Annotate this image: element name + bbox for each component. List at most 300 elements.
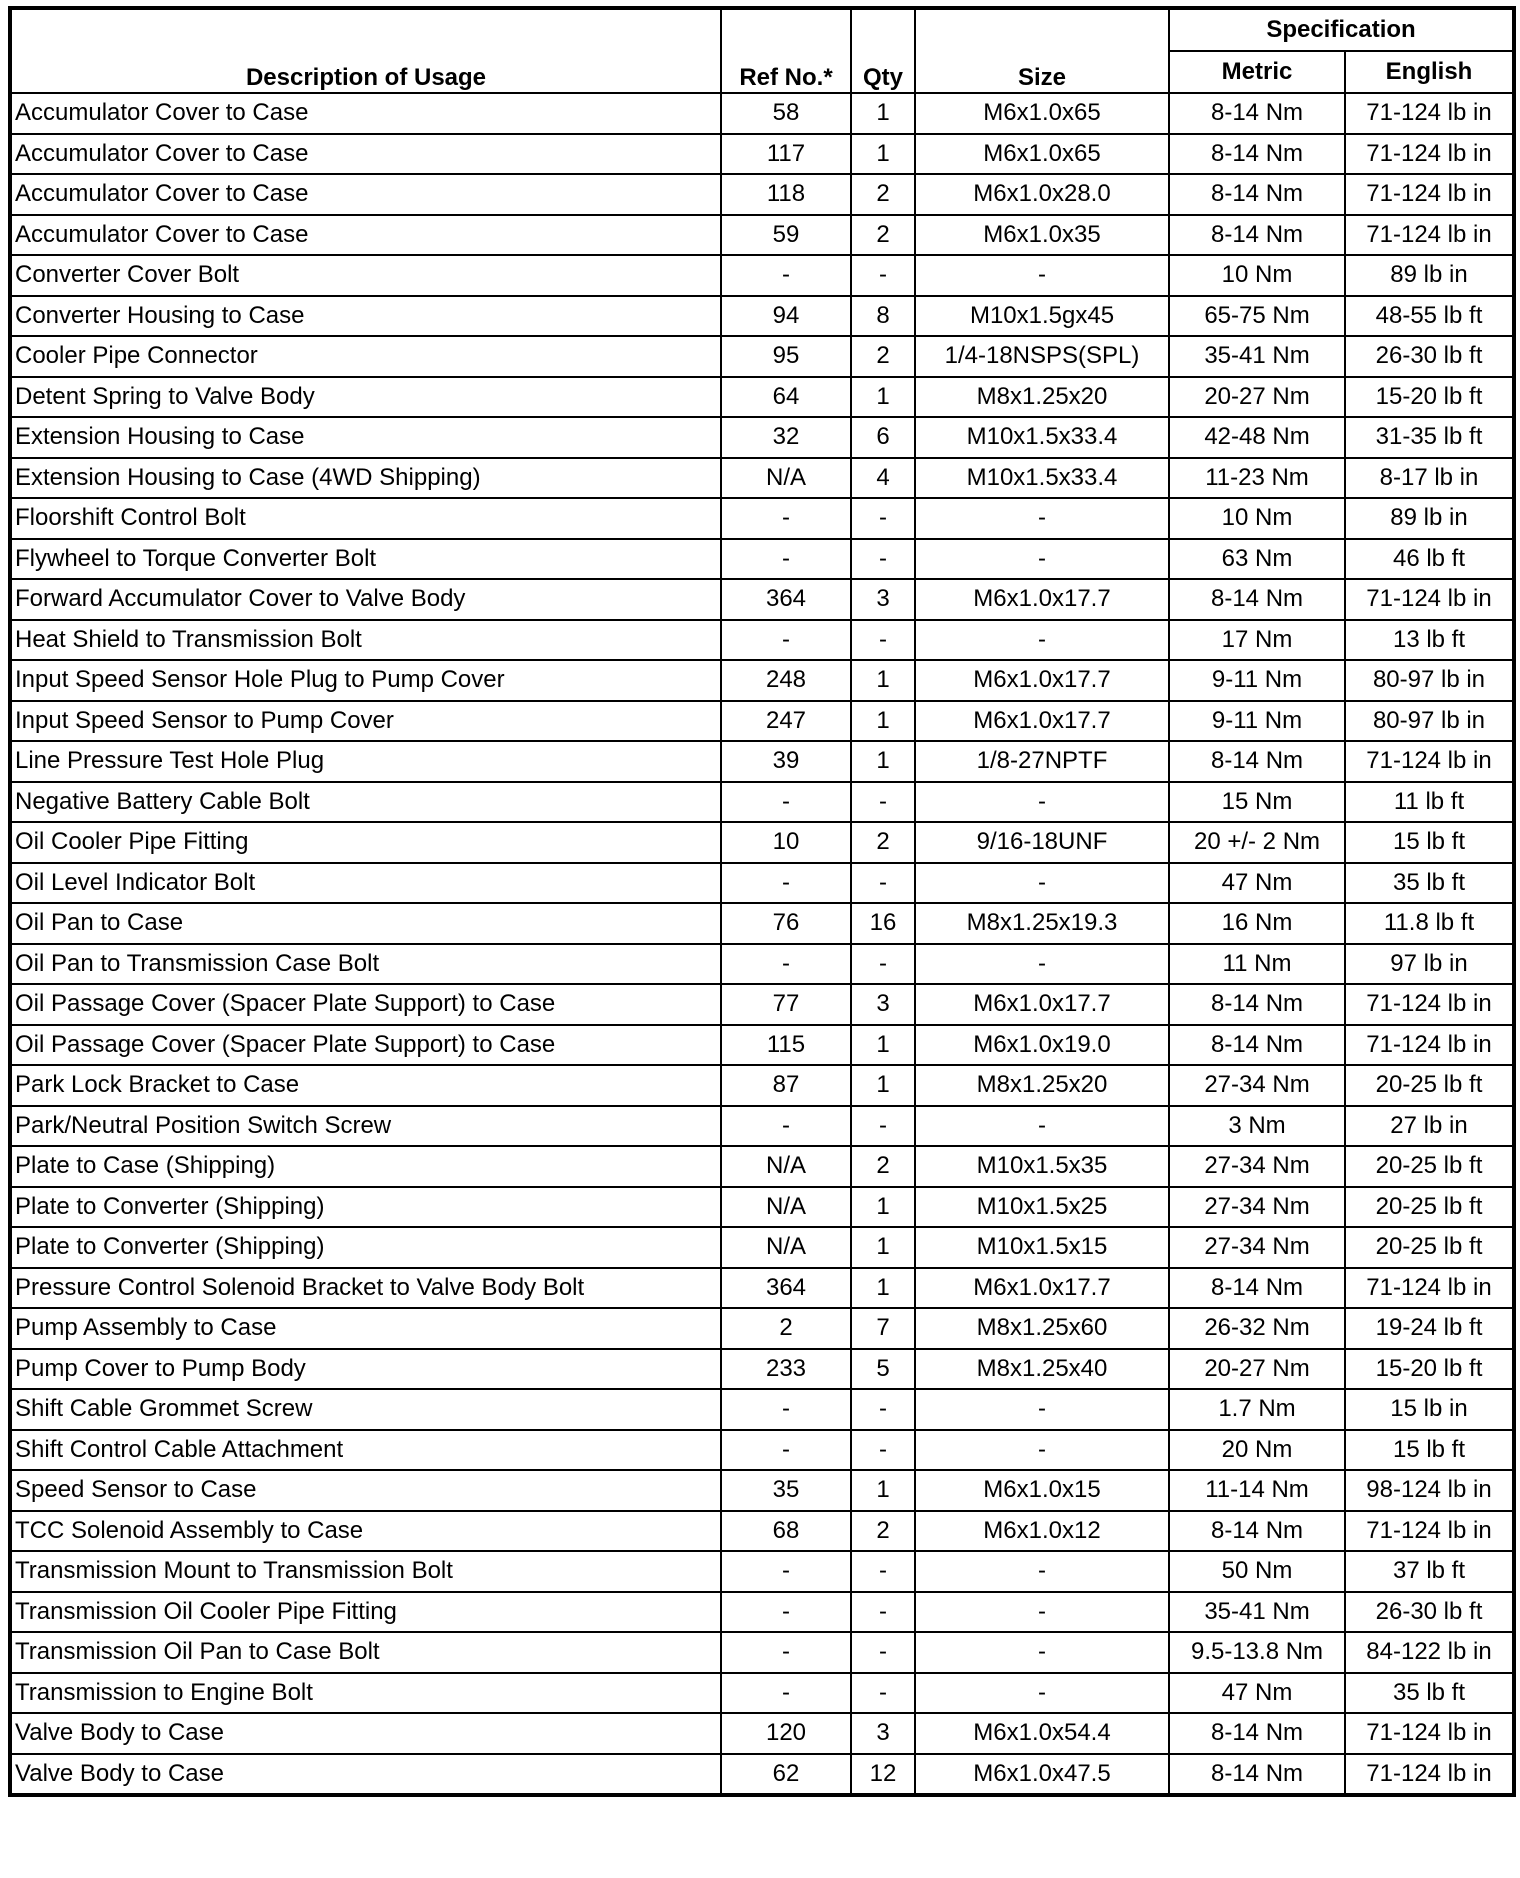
cell-description: Oil Passage Cover (Spacer Plate Support) to Case bbox=[10, 984, 721, 1025]
table-row bbox=[10, 498, 1514, 539]
cell-ref-no: - bbox=[721, 1430, 851, 1471]
cell-qty: 2 bbox=[851, 1146, 915, 1187]
cell-qty: - bbox=[851, 1551, 915, 1592]
cell-qty: 1 bbox=[851, 1470, 915, 1511]
cell-metric: 8-14 Nm bbox=[1169, 579, 1345, 620]
cell-size: 9/16-18UNF bbox=[915, 822, 1169, 863]
table-row bbox=[10, 660, 1514, 701]
table-row bbox=[10, 1430, 1514, 1471]
cell-ref-no: 39 bbox=[721, 741, 851, 782]
cell-qty: 2 bbox=[851, 822, 915, 863]
table-row bbox=[10, 458, 1514, 499]
cell-ref-no: - bbox=[721, 1551, 851, 1592]
cell-qty: 7 bbox=[851, 1308, 915, 1349]
cell-size: M10x1.5x33.4 bbox=[915, 458, 1169, 499]
cell-metric: 8-14 Nm bbox=[1169, 93, 1345, 134]
cell-english: 15-20 lb ft bbox=[1345, 1349, 1514, 1390]
cell-description: Plate to Converter (Shipping) bbox=[10, 1187, 721, 1228]
cell-ref-no: 62 bbox=[721, 1754, 851, 1796]
table-row bbox=[10, 255, 1514, 296]
header-size: Size bbox=[915, 8, 1169, 93]
cell-ref-no: - bbox=[721, 539, 851, 580]
cell-metric: 10 Nm bbox=[1169, 498, 1345, 539]
cell-size: M6x1.0x17.7 bbox=[915, 984, 1169, 1025]
cell-size: M10x1.5x25 bbox=[915, 1187, 1169, 1228]
table-row bbox=[10, 944, 1514, 985]
cell-english: 71-124 lb in bbox=[1345, 1025, 1514, 1066]
cell-ref-no: 64 bbox=[721, 377, 851, 418]
cell-description: Oil Passage Cover (Spacer Plate Support) to Case bbox=[10, 1025, 721, 1066]
cell-english: 71-124 lb in bbox=[1345, 741, 1514, 782]
table-row bbox=[10, 1308, 1514, 1349]
cell-description: Plate to Converter (Shipping) bbox=[10, 1227, 721, 1268]
table-row bbox=[10, 1227, 1514, 1268]
header-qty: Qty bbox=[851, 8, 915, 93]
cell-metric: 27-34 Nm bbox=[1169, 1146, 1345, 1187]
cell-metric: 8-14 Nm bbox=[1169, 134, 1345, 175]
cell-description: Shift Cable Grommet Screw bbox=[10, 1389, 721, 1430]
cell-metric: 8-14 Nm bbox=[1169, 215, 1345, 256]
cell-metric: 8-14 Nm bbox=[1169, 1713, 1345, 1754]
cell-ref-no: 32 bbox=[721, 417, 851, 458]
cell-size: - bbox=[915, 944, 1169, 985]
cell-qty: - bbox=[851, 539, 915, 580]
cell-english: 84-122 lb in bbox=[1345, 1632, 1514, 1673]
cell-size: - bbox=[915, 255, 1169, 296]
table-row bbox=[10, 93, 1514, 134]
table-row bbox=[10, 1146, 1514, 1187]
cell-size: M6x1.0x35 bbox=[915, 215, 1169, 256]
cell-qty: 2 bbox=[851, 215, 915, 256]
table-row bbox=[10, 863, 1514, 904]
cell-ref-no: N/A bbox=[721, 1146, 851, 1187]
cell-size: M10x1.5x33.4 bbox=[915, 417, 1169, 458]
cell-qty: 1 bbox=[851, 741, 915, 782]
cell-metric: 11-14 Nm bbox=[1169, 1470, 1345, 1511]
cell-english: 20-25 lb ft bbox=[1345, 1187, 1514, 1228]
cell-metric: 27-34 Nm bbox=[1169, 1227, 1345, 1268]
header-row-top bbox=[10, 8, 1514, 51]
cell-description: Park/Neutral Position Switch Screw bbox=[10, 1106, 721, 1147]
table-row bbox=[10, 417, 1514, 458]
cell-metric: 35-41 Nm bbox=[1169, 1592, 1345, 1633]
header-ref-no: Ref No.* bbox=[721, 8, 851, 93]
cell-description: Extension Housing to Case (4WD Shipping) bbox=[10, 458, 721, 499]
cell-qty: 1 bbox=[851, 1025, 915, 1066]
cell-english: 71-124 lb in bbox=[1345, 134, 1514, 175]
cell-english: 98-124 lb in bbox=[1345, 1470, 1514, 1511]
cell-ref-no: - bbox=[721, 255, 851, 296]
cell-english: 11 lb ft bbox=[1345, 782, 1514, 823]
cell-size: M8x1.25x20 bbox=[915, 377, 1169, 418]
cell-ref-no: - bbox=[721, 863, 851, 904]
cell-english: 15 lb in bbox=[1345, 1389, 1514, 1430]
cell-size: M6x1.0x17.7 bbox=[915, 1268, 1169, 1309]
cell-ref-no: - bbox=[721, 1673, 851, 1714]
cell-qty: 1 bbox=[851, 1065, 915, 1106]
cell-qty: 1 bbox=[851, 1227, 915, 1268]
cell-metric: 8-14 Nm bbox=[1169, 1754, 1345, 1796]
cell-size: M8x1.25x19.3 bbox=[915, 903, 1169, 944]
fastener-torque-table bbox=[8, 6, 1516, 1797]
cell-english: 80-97 lb in bbox=[1345, 660, 1514, 701]
cell-qty: - bbox=[851, 1592, 915, 1633]
cell-qty: 1 bbox=[851, 660, 915, 701]
cell-english: 35 lb ft bbox=[1345, 863, 1514, 904]
cell-description: Oil Pan to Case bbox=[10, 903, 721, 944]
cell-metric: 27-34 Nm bbox=[1169, 1065, 1345, 1106]
table-row bbox=[10, 1065, 1514, 1106]
header-description: Description of Usage bbox=[10, 8, 721, 93]
cell-description: Accumulator Cover to Case bbox=[10, 134, 721, 175]
cell-description: Extension Housing to Case bbox=[10, 417, 721, 458]
cell-description: Line Pressure Test Hole Plug bbox=[10, 741, 721, 782]
cell-description: Oil Pan to Transmission Case Bolt bbox=[10, 944, 721, 985]
cell-english: 89 lb in bbox=[1345, 498, 1514, 539]
cell-metric: 3 Nm bbox=[1169, 1106, 1345, 1147]
table-row bbox=[10, 1551, 1514, 1592]
cell-ref-no: 59 bbox=[721, 215, 851, 256]
cell-ref-no: 35 bbox=[721, 1470, 851, 1511]
cell-english: 20-25 lb ft bbox=[1345, 1065, 1514, 1106]
cell-size: M10x1.5x35 bbox=[915, 1146, 1169, 1187]
cell-qty: - bbox=[851, 944, 915, 985]
cell-ref-no: N/A bbox=[721, 1227, 851, 1268]
table-body bbox=[10, 93, 1514, 1795]
cell-size: M10x1.5gx45 bbox=[915, 296, 1169, 337]
fastener-spec-sheet bbox=[8, 6, 1516, 1797]
cell-description: Oil Cooler Pipe Fitting bbox=[10, 822, 721, 863]
table-row bbox=[10, 701, 1514, 742]
table-row bbox=[10, 1187, 1514, 1228]
cell-ref-no: 117 bbox=[721, 134, 851, 175]
cell-ref-no: 247 bbox=[721, 701, 851, 742]
cell-ref-no: 118 bbox=[721, 174, 851, 215]
cell-qty: 2 bbox=[851, 174, 915, 215]
cell-description: Input Speed Sensor Hole Plug to Pump Cover bbox=[10, 660, 721, 701]
cell-ref-no: - bbox=[721, 620, 851, 661]
cell-ref-no: - bbox=[721, 1106, 851, 1147]
cell-english: 35 lb ft bbox=[1345, 1673, 1514, 1714]
cell-metric: 47 Nm bbox=[1169, 863, 1345, 904]
cell-metric: 9-11 Nm bbox=[1169, 701, 1345, 742]
cell-size: M6x1.0x28.0 bbox=[915, 174, 1169, 215]
cell-english: 80-97 lb in bbox=[1345, 701, 1514, 742]
cell-size: M6x1.0x47.5 bbox=[915, 1754, 1169, 1796]
cell-size: - bbox=[915, 1106, 1169, 1147]
cell-description: Floorshift Control Bolt bbox=[10, 498, 721, 539]
cell-description: Transmission to Engine Bolt bbox=[10, 1673, 721, 1714]
cell-qty: - bbox=[851, 1632, 915, 1673]
cell-size: M8x1.25x40 bbox=[915, 1349, 1169, 1390]
cell-description: Plate to Case (Shipping) bbox=[10, 1146, 721, 1187]
cell-size: - bbox=[915, 1430, 1169, 1471]
cell-qty: 6 bbox=[851, 417, 915, 458]
cell-size: - bbox=[915, 1592, 1169, 1633]
cell-description: Cooler Pipe Connector bbox=[10, 336, 721, 377]
cell-size: M6x1.0x12 bbox=[915, 1511, 1169, 1552]
cell-qty: - bbox=[851, 1389, 915, 1430]
table-row bbox=[10, 1713, 1514, 1754]
cell-size: - bbox=[915, 498, 1169, 539]
cell-size: - bbox=[915, 1389, 1169, 1430]
cell-english: 20-25 lb ft bbox=[1345, 1227, 1514, 1268]
cell-description: Forward Accumulator Cover to Valve Body bbox=[10, 579, 721, 620]
cell-qty: 1 bbox=[851, 701, 915, 742]
cell-size: - bbox=[915, 1551, 1169, 1592]
cell-qty: 3 bbox=[851, 984, 915, 1025]
header-english: English bbox=[1345, 51, 1514, 93]
table-row bbox=[10, 1632, 1514, 1673]
table-row bbox=[10, 1592, 1514, 1633]
cell-description: Input Speed Sensor to Pump Cover bbox=[10, 701, 721, 742]
cell-qty: 3 bbox=[851, 579, 915, 620]
cell-metric: 11-23 Nm bbox=[1169, 458, 1345, 499]
cell-english: 27 lb in bbox=[1345, 1106, 1514, 1147]
cell-qty: 1 bbox=[851, 377, 915, 418]
cell-ref-no: - bbox=[721, 944, 851, 985]
cell-ref-no: 58 bbox=[721, 93, 851, 134]
cell-size: M6x1.0x17.7 bbox=[915, 579, 1169, 620]
cell-ref-no: - bbox=[721, 1592, 851, 1633]
cell-description: Valve Body to Case bbox=[10, 1713, 721, 1754]
cell-qty: 5 bbox=[851, 1349, 915, 1390]
cell-metric: 26-32 Nm bbox=[1169, 1308, 1345, 1349]
cell-ref-no: 77 bbox=[721, 984, 851, 1025]
cell-description: Park Lock Bracket to Case bbox=[10, 1065, 721, 1106]
cell-english: 71-124 lb in bbox=[1345, 1754, 1514, 1796]
cell-description: TCC Solenoid Assembly to Case bbox=[10, 1511, 721, 1552]
cell-ref-no: 87 bbox=[721, 1065, 851, 1106]
cell-ref-no: - bbox=[721, 782, 851, 823]
cell-size: - bbox=[915, 1632, 1169, 1673]
cell-english: 48-55 lb ft bbox=[1345, 296, 1514, 337]
cell-qty: 8 bbox=[851, 296, 915, 337]
cell-qty: 2 bbox=[851, 336, 915, 377]
cell-metric: 8-14 Nm bbox=[1169, 1511, 1345, 1552]
table-row bbox=[10, 1389, 1514, 1430]
cell-english: 97 lb in bbox=[1345, 944, 1514, 985]
cell-metric: 1.7 Nm bbox=[1169, 1389, 1345, 1430]
cell-metric: 20-27 Nm bbox=[1169, 377, 1345, 418]
cell-english: 31-35 lb ft bbox=[1345, 417, 1514, 458]
cell-metric: 16 Nm bbox=[1169, 903, 1345, 944]
cell-description: Negative Battery Cable Bolt bbox=[10, 782, 721, 823]
cell-metric: 11 Nm bbox=[1169, 944, 1345, 985]
cell-qty: - bbox=[851, 620, 915, 661]
cell-qty: - bbox=[851, 1430, 915, 1471]
cell-ref-no: 10 bbox=[721, 822, 851, 863]
cell-metric: 8-14 Nm bbox=[1169, 1025, 1345, 1066]
table-row bbox=[10, 539, 1514, 580]
table-row bbox=[10, 377, 1514, 418]
cell-qty: - bbox=[851, 782, 915, 823]
cell-description: Transmission Oil Cooler Pipe Fitting bbox=[10, 1592, 721, 1633]
cell-description: Transmission Mount to Transmission Bolt bbox=[10, 1551, 721, 1592]
cell-english: 71-124 lb in bbox=[1345, 579, 1514, 620]
table-row bbox=[10, 620, 1514, 661]
cell-ref-no: 2 bbox=[721, 1308, 851, 1349]
cell-description: Accumulator Cover to Case bbox=[10, 93, 721, 134]
cell-size: M6x1.0x54.4 bbox=[915, 1713, 1169, 1754]
cell-english: 37 lb ft bbox=[1345, 1551, 1514, 1592]
cell-size: 1/8-27NPTF bbox=[915, 741, 1169, 782]
cell-metric: 8-14 Nm bbox=[1169, 741, 1345, 782]
cell-metric: 47 Nm bbox=[1169, 1673, 1345, 1714]
cell-metric: 8-14 Nm bbox=[1169, 1268, 1345, 1309]
cell-qty: 12 bbox=[851, 1754, 915, 1796]
cell-metric: 9.5-13.8 Nm bbox=[1169, 1632, 1345, 1673]
cell-english: 8-17 lb in bbox=[1345, 458, 1514, 499]
cell-description: Shift Control Cable Attachment bbox=[10, 1430, 721, 1471]
cell-ref-no: - bbox=[721, 1389, 851, 1430]
cell-qty: - bbox=[851, 1673, 915, 1714]
cell-english: 71-124 lb in bbox=[1345, 1268, 1514, 1309]
cell-description: Speed Sensor to Case bbox=[10, 1470, 721, 1511]
cell-ref-no: 95 bbox=[721, 336, 851, 377]
cell-size: - bbox=[915, 539, 1169, 580]
cell-description: Heat Shield to Transmission Bolt bbox=[10, 620, 721, 661]
cell-qty: 1 bbox=[851, 1187, 915, 1228]
cell-english: 71-124 lb in bbox=[1345, 174, 1514, 215]
cell-english: 15 lb ft bbox=[1345, 1430, 1514, 1471]
cell-size: M6x1.0x15 bbox=[915, 1470, 1169, 1511]
cell-english: 11.8 lb ft bbox=[1345, 903, 1514, 944]
table-row bbox=[10, 336, 1514, 377]
table-row bbox=[10, 984, 1514, 1025]
cell-metric: 10 Nm bbox=[1169, 255, 1345, 296]
table-row bbox=[10, 903, 1514, 944]
cell-size: M8x1.25x60 bbox=[915, 1308, 1169, 1349]
cell-ref-no: - bbox=[721, 1632, 851, 1673]
cell-metric: 20 +/- 2 Nm bbox=[1169, 822, 1345, 863]
cell-ref-no: N/A bbox=[721, 1187, 851, 1228]
cell-metric: 8-14 Nm bbox=[1169, 984, 1345, 1025]
cell-english: 46 lb ft bbox=[1345, 539, 1514, 580]
cell-size: M6x1.0x65 bbox=[915, 93, 1169, 134]
cell-english: 89 lb in bbox=[1345, 255, 1514, 296]
cell-qty: - bbox=[851, 255, 915, 296]
cell-ref-no: 364 bbox=[721, 579, 851, 620]
cell-metric: 15 Nm bbox=[1169, 782, 1345, 823]
cell-ref-no: N/A bbox=[721, 458, 851, 499]
cell-size: 1/4-18NSPS(SPL) bbox=[915, 336, 1169, 377]
cell-english: 71-124 lb in bbox=[1345, 215, 1514, 256]
cell-description: Pressure Control Solenoid Bracket to Valve Body Bolt bbox=[10, 1268, 721, 1309]
cell-size: - bbox=[915, 620, 1169, 661]
cell-qty: 1 bbox=[851, 134, 915, 175]
cell-description: Transmission Oil Pan to Case Bolt bbox=[10, 1632, 721, 1673]
cell-ref-no: 120 bbox=[721, 1713, 851, 1754]
cell-metric: 63 Nm bbox=[1169, 539, 1345, 580]
cell-ref-no: 115 bbox=[721, 1025, 851, 1066]
cell-english: 19-24 lb ft bbox=[1345, 1308, 1514, 1349]
cell-english: 13 lb ft bbox=[1345, 620, 1514, 661]
table-row bbox=[10, 296, 1514, 337]
cell-description: Converter Housing to Case bbox=[10, 296, 721, 337]
cell-ref-no: - bbox=[721, 498, 851, 539]
table-row bbox=[10, 134, 1514, 175]
cell-size: - bbox=[915, 1673, 1169, 1714]
cell-qty: 1 bbox=[851, 93, 915, 134]
cell-size: - bbox=[915, 863, 1169, 904]
table-row bbox=[10, 782, 1514, 823]
cell-ref-no: 94 bbox=[721, 296, 851, 337]
cell-metric: 35-41 Nm bbox=[1169, 336, 1345, 377]
table-row bbox=[10, 1268, 1514, 1309]
cell-description: Valve Body to Case bbox=[10, 1754, 721, 1796]
cell-description: Converter Cover Bolt bbox=[10, 255, 721, 296]
cell-metric: 50 Nm bbox=[1169, 1551, 1345, 1592]
table-row bbox=[10, 174, 1514, 215]
cell-size: - bbox=[915, 782, 1169, 823]
cell-english: 71-124 lb in bbox=[1345, 93, 1514, 134]
cell-description: Accumulator Cover to Case bbox=[10, 215, 721, 256]
cell-metric: 8-14 Nm bbox=[1169, 174, 1345, 215]
table-row bbox=[10, 1349, 1514, 1390]
cell-qty: - bbox=[851, 863, 915, 904]
cell-qty: - bbox=[851, 498, 915, 539]
cell-english: 15-20 lb ft bbox=[1345, 377, 1514, 418]
cell-size: M6x1.0x19.0 bbox=[915, 1025, 1169, 1066]
table-row bbox=[10, 1754, 1514, 1796]
cell-metric: 65-75 Nm bbox=[1169, 296, 1345, 337]
cell-description: Pump Assembly to Case bbox=[10, 1308, 721, 1349]
header-specification: Specification bbox=[1169, 8, 1514, 51]
cell-description: Accumulator Cover to Case bbox=[10, 174, 721, 215]
table-row bbox=[10, 741, 1514, 782]
cell-english: 71-124 lb in bbox=[1345, 1713, 1514, 1754]
table-row bbox=[10, 579, 1514, 620]
table-row bbox=[10, 1025, 1514, 1066]
cell-size: M6x1.0x65 bbox=[915, 134, 1169, 175]
cell-description: Pump Cover to Pump Body bbox=[10, 1349, 721, 1390]
cell-size: M8x1.25x20 bbox=[915, 1065, 1169, 1106]
cell-ref-no: 76 bbox=[721, 903, 851, 944]
cell-ref-no: 233 bbox=[721, 1349, 851, 1390]
cell-ref-no: 248 bbox=[721, 660, 851, 701]
table-row bbox=[10, 1470, 1514, 1511]
cell-english: 15 lb ft bbox=[1345, 822, 1514, 863]
cell-qty: 1 bbox=[851, 1268, 915, 1309]
cell-metric: 27-34 Nm bbox=[1169, 1187, 1345, 1228]
table-row bbox=[10, 822, 1514, 863]
cell-qty: - bbox=[851, 1106, 915, 1147]
table-row bbox=[10, 1673, 1514, 1714]
cell-metric: 20 Nm bbox=[1169, 1430, 1345, 1471]
cell-size: M6x1.0x17.7 bbox=[915, 660, 1169, 701]
cell-qty: 16 bbox=[851, 903, 915, 944]
cell-english: 71-124 lb in bbox=[1345, 1511, 1514, 1552]
table-row bbox=[10, 1106, 1514, 1147]
table-row bbox=[10, 1511, 1514, 1552]
cell-metric: 20-27 Nm bbox=[1169, 1349, 1345, 1390]
header-metric: Metric bbox=[1169, 51, 1345, 93]
cell-description: Oil Level Indicator Bolt bbox=[10, 863, 721, 904]
cell-description: Flywheel to Torque Converter Bolt bbox=[10, 539, 721, 580]
cell-english: 71-124 lb in bbox=[1345, 984, 1514, 1025]
cell-size: M10x1.5x15 bbox=[915, 1227, 1169, 1268]
cell-description: Detent Spring to Valve Body bbox=[10, 377, 721, 418]
cell-qty: 4 bbox=[851, 458, 915, 499]
cell-english: 26-30 lb ft bbox=[1345, 336, 1514, 377]
cell-qty: 3 bbox=[851, 1713, 915, 1754]
table-row bbox=[10, 215, 1514, 256]
cell-english: 26-30 lb ft bbox=[1345, 1592, 1514, 1633]
cell-metric: 42-48 Nm bbox=[1169, 417, 1345, 458]
cell-english: 20-25 lb ft bbox=[1345, 1146, 1514, 1187]
cell-metric: 9-11 Nm bbox=[1169, 660, 1345, 701]
